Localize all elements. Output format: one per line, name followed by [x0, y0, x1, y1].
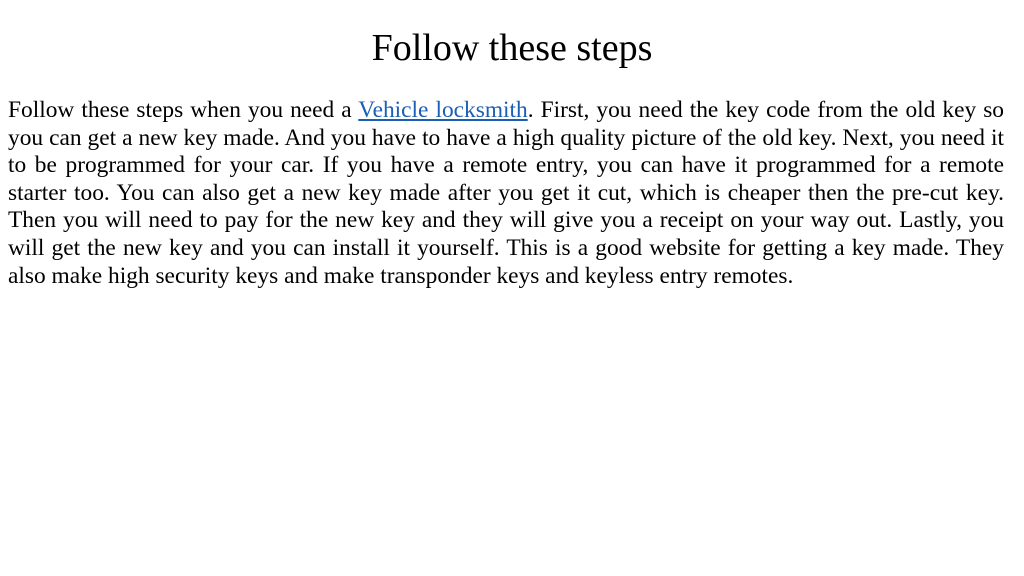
paragraph-text-after-link: . First, you need the key code from the old key so you can get a new key made. And you have to have a high quality picture of the old key. Next, you need it to be programmed for your car. If you have a remote entry, you can have it programmed for a remote starter too. You can also get a new key made after you get it cut, which is cheaper then the pre-cut key. Then you will need to pay for the new key and they will give you a receipt on your way out. Lastly, you will get the new key and you can install it yourself. This is a good website for getting a key made. They also make high security keys and make transponder keys and keyless entry remotes. [8, 97, 1004, 289]
slide-title: Follow these steps [371, 27, 653, 69]
vehicle-locksmith-link[interactable]: Vehicle locksmith [358, 97, 528, 123]
paragraph-text-before-link: Follow these steps when you need a [8, 97, 359, 123]
body-paragraph [8, 97, 1004, 290]
